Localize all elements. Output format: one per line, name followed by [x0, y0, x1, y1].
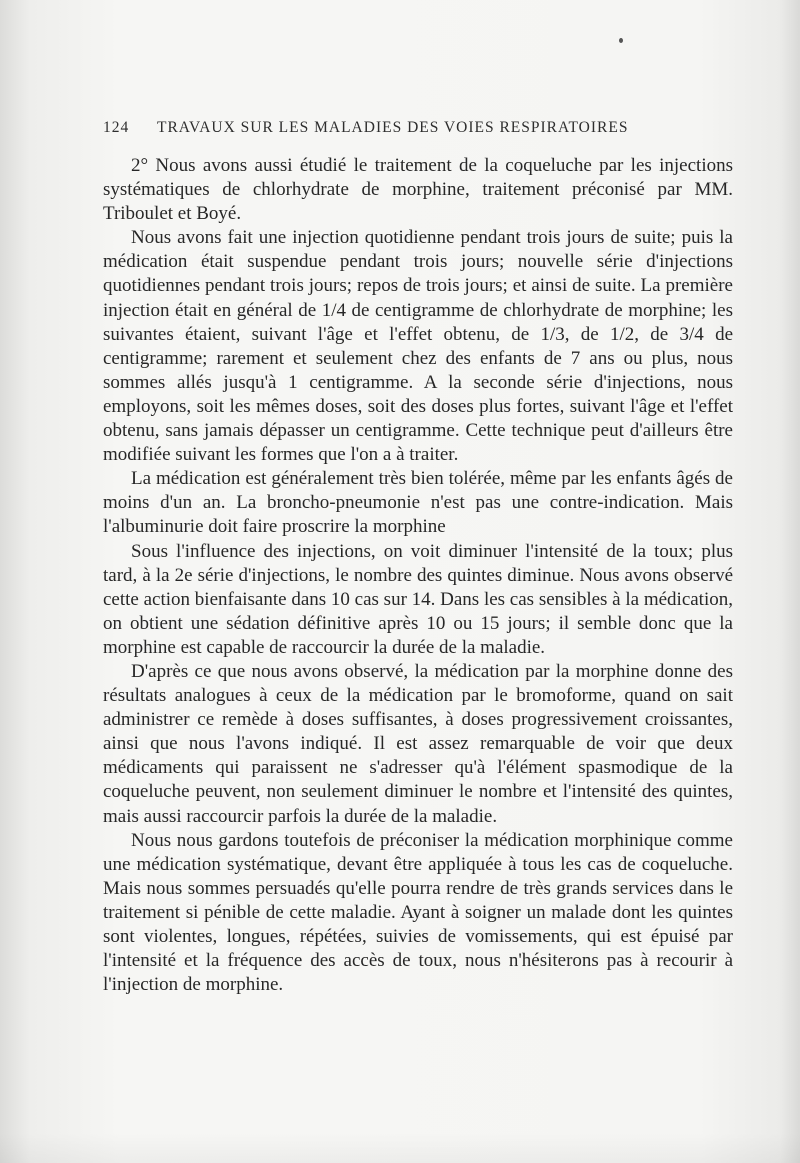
body-text: [103, 154, 733, 997]
paragraph: Sous l'influence des injections, on voit diminuer l'intensité de la toux; plus tard, à la 2e série d'injections, le nombre des quintes diminue. Nous avons observé cette action bienfaisante dans 10 cas sur 14. Dans les cas sensibles à la médication, on obtient une sédation définitive après 10 ou 15 jours; il semble donc que la morphine est capable de raccourcir la durée de la maladie.: [103, 540, 733, 658]
paragraph: Nous nous gardons toutefois de préconiser la médication morphinique comme une médication systématique, devant être appliquée à tous les cas de coqueluche. Mais nous sommes persuadés qu'elle pourra rendre de très grands services dans le traitement si pénible de cette maladie. Ayant à soigner un malade dont les quintes sont violentes, longues, répétées, suivies de vomissements, qui est épuisé par l'intensité et la fréquence des accès de toux, nous n'hésiterons pas à recourir à l'injection de morphine.: [103, 829, 733, 996]
paragraph: 2° Nous avons aussi étudié le traitement de la coqueluche par les injections systématiques de chlorhydrate de morphine, traitement préconisé par MM. Triboulet et Boyé.: [103, 155, 733, 225]
running-title: TRAVAUX SUR LES MALADIES DES VOIES RESPIRATOIRES: [157, 119, 629, 136]
paragraph: Nous avons fait une injection quotidienne pendant trois jours de suite; puis la médication était suspendue pendant trois jours; nouvelle série d'injections quotidiennes pendant trois jours; repos de trois jours; et ainsi de suite. La première injection était en général de 1/4 de centigramme de chlorhydrate de morphine; les suivantes étaient, suivant l'âge et l'effet obtenu, de 1/3, de 1/2, de 3/4 de centigramme; rarement et seulement chez des enfants de 7 ans ou plus, nous sommes allés jusqu'à 1 centigramme. A la seconde série d'injections, nous employons, soit les mêmes doses, soit des doses plus fortes, suivant l'âge et l'effet obtenu, sans jamais dépasser un centigramme. Cette technique peut d'ailleurs être modifiée suivant les formes que l'on a à traiter.: [103, 227, 733, 466]
page-number: 124: [103, 119, 130, 136]
page-shadow: [0, 1133, 800, 1163]
paragraph: D'après ce que nous avons observé, la médication par la morphine donne des résultats analogues à ceux de la médication par le bromoforme, quand on sait administrer ce remède à doses suffisantes, à doses progressivement croissantes, ainsi que nous l'avons indiqué. Il est assez remarquable de voir que deux médicaments qui paraissent ne s'adresser qu'à l'élément spasmodique de la coqueluche peuvent, non seulement diminuer le nombre et l'intensité des quintes, mais aussi raccourcir parfois la durée de la maladie.: [103, 660, 733, 827]
ink-speck: [619, 38, 623, 43]
page-header: [103, 119, 683, 141]
paragraph: La médication est généralement très bien tolérée, même par les enfants âgés de moins d'un an. La broncho-pneumonie n'est pas une contre-indication. Mais l'albuminurie doit faire proscrire la morphine: [103, 468, 733, 538]
